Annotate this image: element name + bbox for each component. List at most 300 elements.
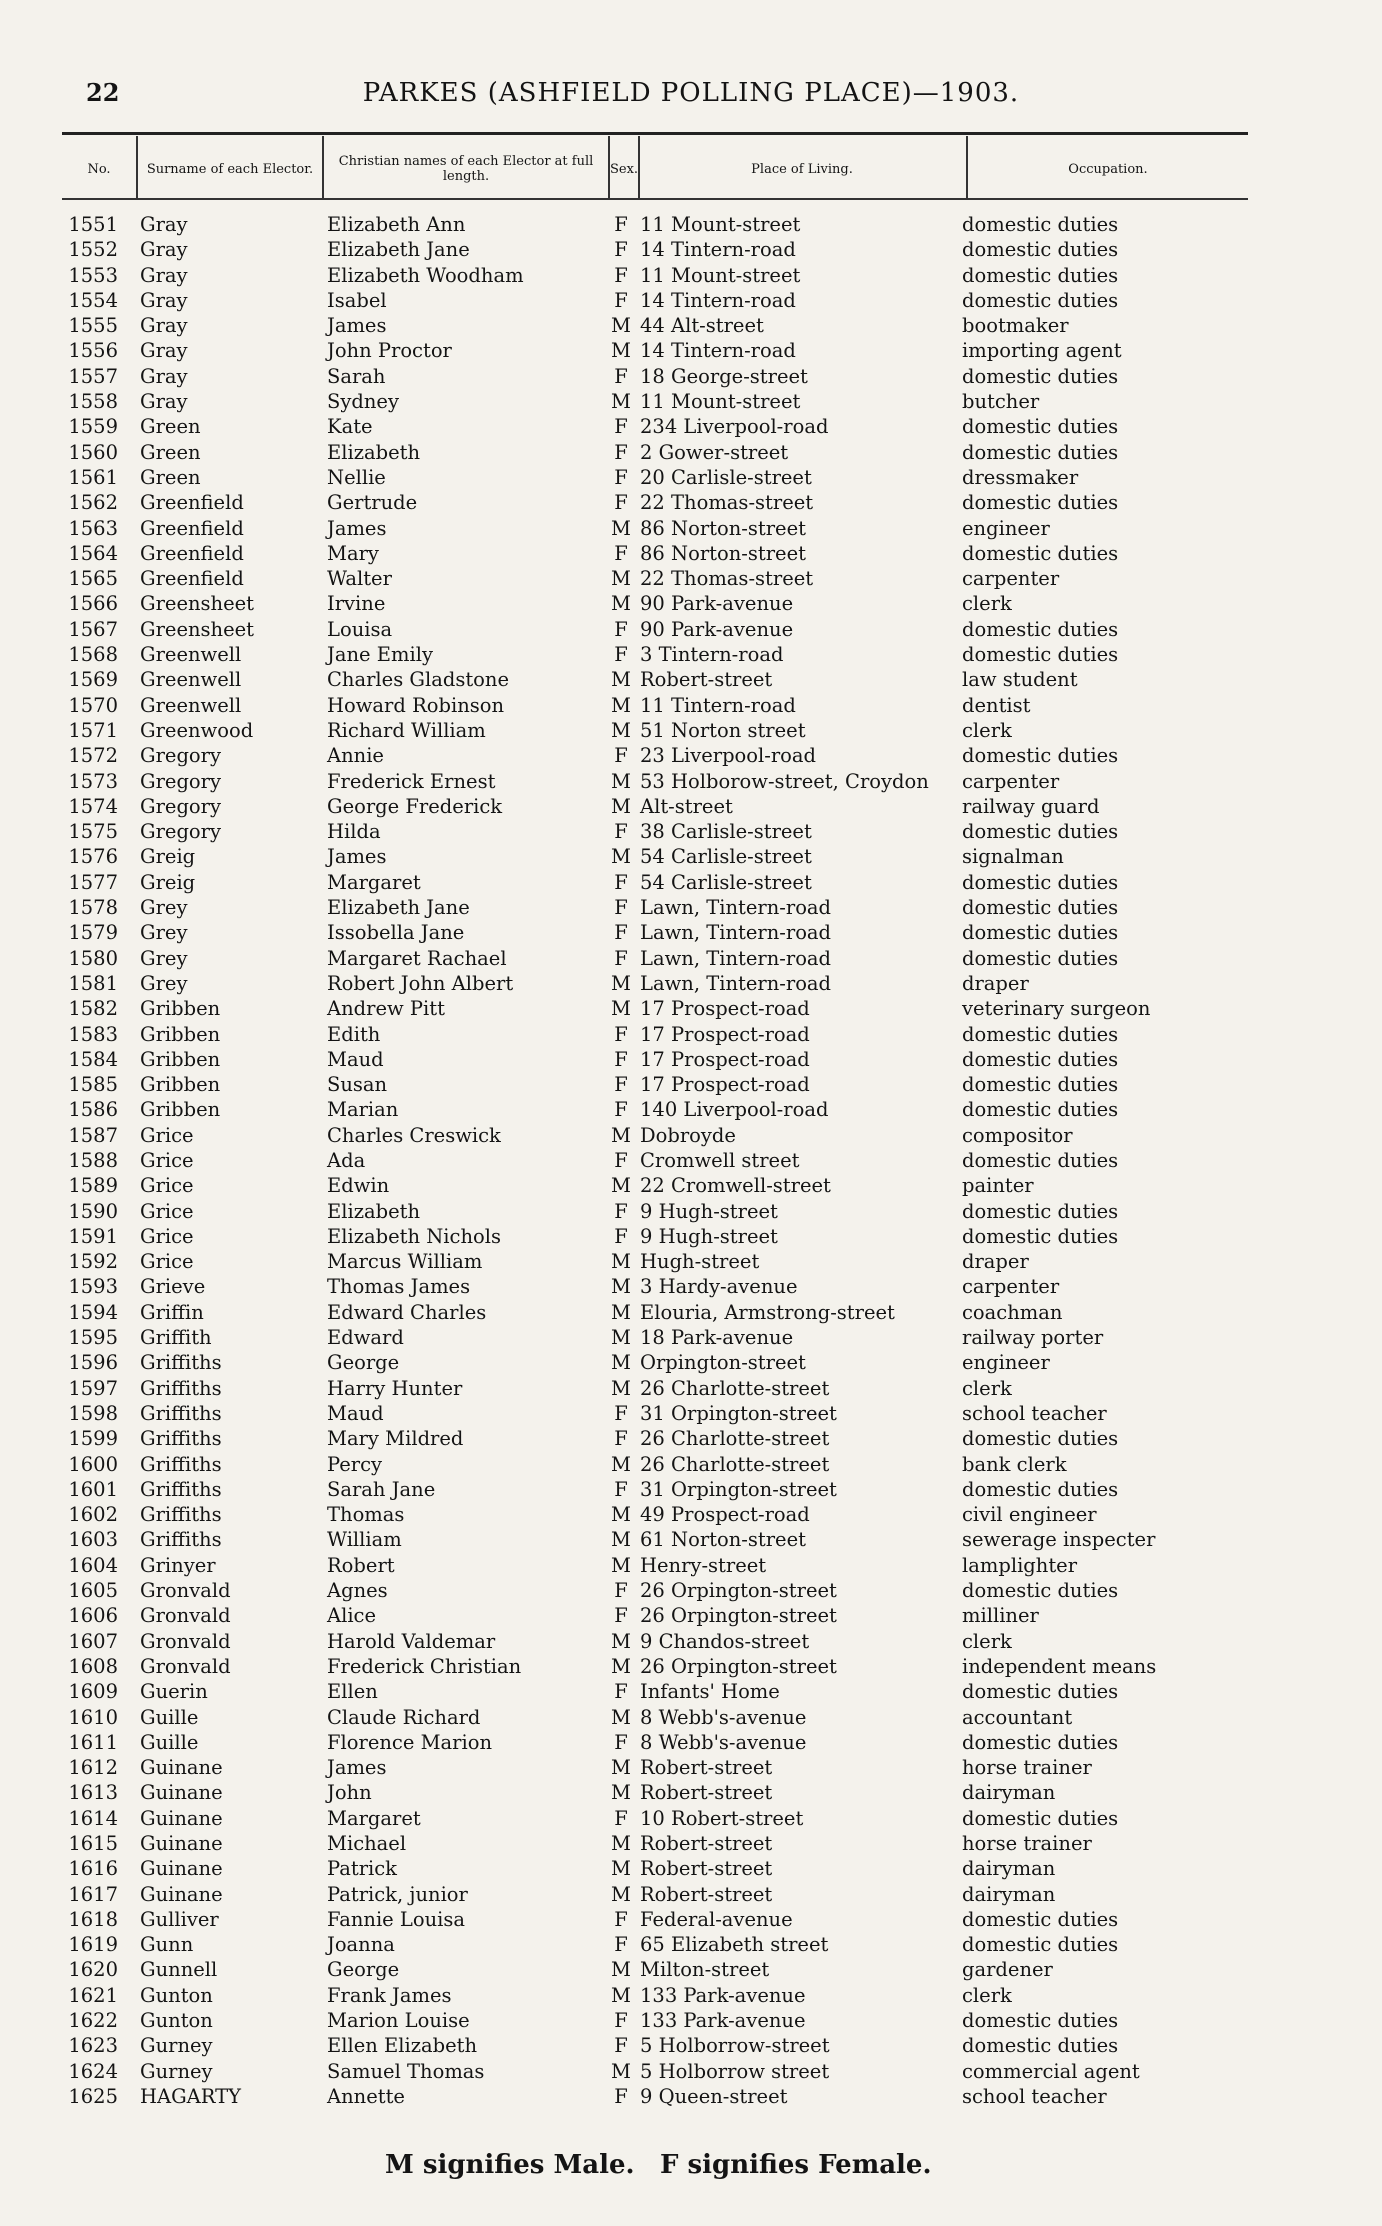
elector-christian-names: Thomas (327, 1503, 405, 1527)
elector-row (0, 591, 1382, 616)
elector-surname: Greenwell (140, 668, 242, 692)
elector-row (0, 1603, 1382, 1628)
elector-christian-names: Agnes (327, 1579, 388, 1603)
elector-sex: M (611, 794, 631, 818)
elector-sex: F (614, 263, 628, 287)
elector-surname: Gurney (140, 2059, 213, 2083)
elector-christian-names: Frederick Ernest (327, 769, 496, 793)
elector-place-of-living: 17 Prospect-road (640, 1073, 810, 1097)
elector-sex: F (614, 1047, 628, 1071)
elector-christian-names: Edward (327, 1326, 404, 1350)
elector-occupation: railway porter (962, 1326, 1104, 1350)
elector-row (0, 1806, 1382, 1831)
elector-row (0, 364, 1382, 389)
elector-number: 1556 (68, 339, 118, 363)
elector-number: 1587 (68, 1123, 118, 1147)
male-note: M signifies Male. (385, 2150, 635, 2180)
elector-surname: Gray (140, 213, 188, 236)
elector-row (0, 1199, 1382, 1224)
elector-surname: Griffiths (140, 1452, 222, 1476)
elector-number: 1593 (68, 1275, 118, 1299)
elector-number: 1613 (68, 1781, 118, 1805)
elector-christian-names: Elizabeth Ann (327, 213, 466, 236)
elector-surname: Greenfield (140, 541, 244, 565)
elector-place-of-living: 31 Orpington-street (640, 1401, 837, 1425)
top-rule (62, 132, 1248, 135)
elector-row (0, 870, 1382, 895)
elector-christian-names: Issobella Jane (327, 921, 465, 945)
elector-christian-names: Walter (327, 567, 392, 591)
elector-sex: F (614, 364, 628, 388)
elector-sex: M (611, 1832, 631, 1855)
elector-surname: Guinane (140, 1781, 223, 1805)
elector-occupation: dentist (962, 693, 1031, 717)
elector-occupation: domestic duties (962, 1427, 1119, 1451)
elector-place-of-living: Dobroyde (640, 1123, 736, 1147)
elector-occupation: painter (962, 1174, 1034, 1198)
elector-place-of-living: 133 Park-avenue (640, 1983, 806, 2007)
elector-christian-names: Harold Valdemar (327, 1629, 496, 1653)
elector-occupation: sewerage inspecter (962, 1528, 1156, 1552)
elector-occupation: civil engineer (962, 1503, 1097, 1527)
elector-christian-names: Sydney (327, 390, 399, 414)
elector-place-of-living: Milton-street (640, 1958, 770, 1982)
elector-sex: M (611, 1528, 631, 1552)
elector-surname: Gribben (140, 1073, 221, 1097)
elector-row (0, 2033, 1382, 2058)
page-header (0, 78, 1382, 118)
elector-occupation: coachman (962, 1300, 1063, 1324)
elector-place-of-living: 23 Liverpool-road (640, 744, 817, 768)
elector-number: 1595 (68, 1326, 118, 1350)
elector-number: 1589 (68, 1174, 118, 1198)
elector-number: 1610 (68, 1705, 118, 1729)
elector-place-of-living: 18 George-street (640, 364, 808, 388)
elector-number: 1605 (68, 1579, 118, 1603)
elector-christian-names: Edward Charles (327, 1300, 487, 1324)
elector-row (0, 819, 1382, 844)
elector-christian-names: Marcus William (327, 1250, 483, 1274)
elector-place-of-living: 17 Prospect-road (640, 997, 810, 1021)
elector-surname: Griffiths (140, 1376, 222, 1400)
elector-christian-names: Mary (327, 541, 379, 565)
elector-occupation: domestic duties (962, 263, 1119, 287)
elector-place-of-living: 49 Prospect-road (640, 1503, 810, 1527)
elector-place-of-living: 234 Liverpool-road (640, 415, 829, 439)
elector-sex: M (611, 971, 631, 995)
elector-christian-names: Alice (327, 1604, 377, 1628)
elector-row (0, 440, 1382, 465)
elector-sex: F (614, 1022, 628, 1046)
elector-row (0, 1022, 1382, 1047)
elector-sex: M (611, 1629, 631, 1653)
elector-occupation: domestic duties (962, 744, 1119, 768)
elector-sex: F (614, 744, 628, 768)
elector-row (0, 1679, 1382, 1704)
elector-christian-names: Ada (327, 1148, 366, 1172)
elector-place-of-living: 90 Park-avenue (640, 617, 794, 641)
elector-number: 1585 (68, 1073, 118, 1097)
elector-surname: Guille (140, 1705, 199, 1729)
elector-sex: F (614, 921, 628, 945)
elector-christian-names: Elizabeth (327, 1199, 421, 1223)
elector-sex: F (614, 288, 628, 312)
elector-row (0, 1705, 1382, 1730)
elector-surname: Grice (140, 1224, 194, 1248)
elector-surname: Green (140, 465, 201, 489)
elector-surname: Gulliver (140, 1907, 219, 1931)
elector-occupation: domestic duties (962, 1579, 1119, 1603)
elector-surname: Greenfield (140, 516, 244, 540)
elector-christian-names: Florence Marion (327, 1730, 493, 1754)
elector-place-of-living: 9 Hugh-street (640, 1224, 778, 1248)
elector-sex: F (614, 1680, 628, 1704)
elector-christian-names: Maud (327, 1401, 384, 1425)
elector-place-of-living: Robert-street (640, 668, 773, 692)
elector-number: 1624 (68, 2059, 118, 2083)
elector-surname: Gronvald (140, 1629, 231, 1653)
column-divider (966, 136, 968, 198)
elector-occupation: bootmaker (962, 314, 1069, 338)
elector-number: 1592 (68, 1250, 118, 1274)
elector-place-of-living: 65 Elizabeth street (640, 1933, 829, 1957)
elector-occupation: domestic duties (962, 2009, 1119, 2033)
elector-occupation: signalman (962, 845, 1064, 869)
elector-number: 1565 (68, 567, 118, 591)
elector-occupation: domestic duties (962, 1148, 1119, 1172)
elector-row (0, 1882, 1382, 1907)
elector-christian-names: Elizabeth Jane (327, 896, 470, 920)
elector-row (0, 1401, 1382, 1426)
elector-number: 1603 (68, 1528, 118, 1552)
elector-place-of-living: Robert-street (640, 1832, 773, 1855)
elector-christian-names: Frederick Christian (327, 1654, 522, 1678)
elector-number: 1563 (68, 516, 118, 540)
elector-number: 1606 (68, 1604, 118, 1628)
elector-sex: M (611, 567, 631, 591)
elector-surname: Gunton (140, 2009, 213, 2033)
elector-place-of-living: Orpington-street (640, 1351, 806, 1375)
elector-surname: Gribben (140, 1098, 221, 1122)
elector-occupation: domestic duties (962, 440, 1119, 464)
elector-christian-names: Margaret (327, 870, 421, 894)
elector-number: 1614 (68, 1806, 118, 1830)
elector-sex: M (611, 1123, 631, 1147)
elector-place-of-living: 9 Chandos-street (640, 1629, 810, 1653)
elector-place-of-living: Robert-street (640, 1882, 773, 1906)
elector-place-of-living: Lawn, Tintern-road (640, 896, 832, 920)
elector-row (0, 2084, 1382, 2109)
elector-place-of-living: 18 Park-avenue (640, 1326, 794, 1350)
elector-place-of-living: 11 Mount-street (640, 263, 801, 287)
elector-sex: F (614, 1401, 628, 1425)
elector-surname: Gribben (140, 1047, 221, 1071)
elector-place-of-living: 26 Orpington-street (640, 1654, 837, 1678)
elector-number: 1568 (68, 643, 118, 667)
elector-place-of-living: 22 Thomas-street (640, 491, 814, 515)
elector-row (0, 2008, 1382, 2033)
elector-row (0, 1629, 1382, 1654)
elector-sex: M (611, 1376, 631, 1400)
elector-number: 1581 (68, 971, 118, 995)
elector-place-of-living: 17 Prospect-road (640, 1047, 810, 1071)
elector-place-of-living: 5 Holborrow-street (640, 2034, 830, 2058)
column-header-christian-names: Christian names of each Elector at full length. (338, 154, 594, 184)
elector-place-of-living: 8 Webb's-avenue (640, 1705, 807, 1729)
column-divider (638, 136, 640, 198)
elector-place-of-living: 90 Park-avenue (640, 592, 794, 616)
elector-row (0, 1123, 1382, 1148)
elector-sex: F (614, 643, 628, 667)
elector-sex: M (611, 997, 631, 1021)
elector-sex: M (611, 390, 631, 414)
elector-row (0, 1274, 1382, 1299)
elector-occupation: gardener (962, 1958, 1053, 1982)
elector-occupation: domestic duties (962, 213, 1119, 236)
elector-number: 1608 (68, 1654, 118, 1678)
elector-place-of-living: 26 Charlotte-street (640, 1427, 830, 1451)
elector-christian-names: John Proctor (327, 339, 452, 363)
elector-sex: M (611, 339, 631, 363)
elector-surname: Gray (140, 314, 188, 338)
elector-place-of-living: 22 Cromwell-street (640, 1174, 831, 1198)
elector-christian-names: Elizabeth (327, 440, 421, 464)
elector-occupation: domestic duties (962, 415, 1119, 439)
elector-number: 1616 (68, 1857, 118, 1881)
elector-surname: Gray (140, 263, 188, 287)
elector-christian-names: Louisa (327, 617, 393, 641)
elector-surname: Guille (140, 1730, 199, 1754)
elector-sex: F (614, 1224, 628, 1248)
elector-occupation: butcher (962, 390, 1040, 414)
elector-number: 1623 (68, 2034, 118, 2058)
elector-sex: F (614, 213, 628, 236)
elector-number: 1567 (68, 617, 118, 641)
elector-occupation: carpenter (962, 567, 1060, 591)
column-divider (136, 136, 138, 198)
elector-surname: Green (140, 440, 201, 464)
elector-row (0, 667, 1382, 692)
elector-christian-names: Charles Creswick (327, 1123, 501, 1147)
elector-sex: M (611, 769, 631, 793)
elector-number: 1562 (68, 491, 118, 515)
elector-number: 1584 (68, 1047, 118, 1071)
elector-number: 1615 (68, 1832, 118, 1855)
elector-surname: Gregory (140, 820, 221, 844)
elector-sex: F (614, 1427, 628, 1451)
elector-row (0, 389, 1382, 414)
elector-christian-names: James (327, 314, 387, 338)
elector-surname: Gunton (140, 1983, 213, 2007)
elector-row (0, 920, 1382, 945)
elector-place-of-living: 20 Carlisle-street (640, 465, 812, 489)
elector-place-of-living: 11 Mount-street (640, 390, 801, 414)
elector-row (0, 794, 1382, 819)
elector-number: 1554 (68, 288, 118, 312)
elector-number: 1569 (68, 668, 118, 692)
elector-christian-names: Hilda (327, 820, 381, 844)
elector-number: 1597 (68, 1376, 118, 1400)
elector-christian-names: Elizabeth Nichols (327, 1224, 501, 1248)
elector-number: 1621 (68, 1983, 118, 2007)
elector-occupation: dairyman (962, 1857, 1056, 1881)
elector-number: 1573 (68, 769, 118, 793)
elector-number: 1575 (68, 820, 118, 844)
elector-sex: M (611, 2059, 631, 2083)
page-title: PARKES (ASHFIELD POLLING PLACE)—1903. (362, 78, 1020, 108)
elector-place-of-living: 133 Park-avenue (640, 2009, 806, 2033)
elector-place-of-living: 9 Hugh-street (640, 1199, 778, 1223)
elector-number: 1594 (68, 1300, 118, 1324)
elector-number: 1596 (68, 1351, 118, 1375)
elector-surname: Griffiths (140, 1528, 222, 1552)
elector-surname: Greig (140, 870, 196, 894)
elector-row (0, 617, 1382, 642)
elector-list (0, 212, 1382, 2109)
elector-occupation: domestic duties (962, 921, 1119, 945)
elector-number: 1580 (68, 946, 118, 970)
elector-christian-names: Gertrude (327, 491, 418, 515)
elector-row (0, 1907, 1382, 1932)
elector-sex: F (614, 870, 628, 894)
elector-place-of-living: 26 Orpington-street (640, 1579, 837, 1603)
elector-occupation: domestic duties (962, 1730, 1119, 1754)
elector-occupation: milliner (962, 1604, 1039, 1628)
column-header-sex: Sex. (609, 161, 639, 177)
elector-number: 1564 (68, 541, 118, 565)
elector-sex: F (614, 491, 628, 515)
elector-row (0, 1502, 1382, 1527)
elector-number: 1601 (68, 1477, 118, 1501)
elector-sex: M (611, 1503, 631, 1527)
elector-christian-names: James (327, 1756, 387, 1780)
elector-number: 1618 (68, 1907, 118, 1931)
elector-row (0, 237, 1382, 262)
elector-christian-names: Mary Mildred (327, 1427, 464, 1451)
elector-row (0, 1097, 1382, 1122)
elector-surname: Guinane (140, 1756, 223, 1780)
elector-occupation: clerk (962, 1983, 1012, 2007)
elector-occupation: independent means (962, 1654, 1157, 1678)
elector-occupation: domestic duties (962, 896, 1119, 920)
elector-occupation: domestic duties (962, 1047, 1119, 1071)
elector-row (0, 2059, 1382, 2084)
elector-sex: M (611, 1300, 631, 1324)
elector-occupation: law student (962, 668, 1078, 692)
elector-place-of-living: Henry-street (640, 1553, 767, 1577)
elector-number: 1551 (68, 213, 118, 236)
elector-row (0, 1831, 1382, 1856)
elector-sex: M (611, 668, 631, 692)
elector-surname: Griffiths (140, 1351, 222, 1375)
elector-number: 1579 (68, 921, 118, 945)
elector-surname: Griffiths (140, 1427, 222, 1451)
elector-row (0, 895, 1382, 920)
elector-surname: Greenwell (140, 693, 242, 717)
elector-occupation: domestic duties (962, 643, 1119, 667)
elector-occupation: domestic duties (962, 1224, 1119, 1248)
elector-sex: F (614, 1477, 628, 1501)
elector-occupation: domestic duties (962, 541, 1119, 565)
elector-surname: Gray (140, 238, 188, 262)
elector-row (0, 288, 1382, 313)
elector-occupation: domestic duties (962, 1022, 1119, 1046)
elector-number: 1574 (68, 794, 118, 818)
elector-surname: Griffin (140, 1300, 204, 1324)
elector-place-of-living: 53 Holborow-street, Croydon (640, 769, 929, 793)
elector-place-of-living: 140 Liverpool-road (640, 1098, 829, 1122)
elector-christian-names: Maud (327, 1047, 384, 1071)
elector-place-of-living: 17 Prospect-road (640, 1022, 810, 1046)
elector-number: 1598 (68, 1401, 118, 1425)
elector-number: 1578 (68, 896, 118, 920)
elector-sex: M (611, 1452, 631, 1476)
elector-place-of-living: 38 Carlisle-street (640, 820, 812, 844)
elector-occupation: domestic duties (962, 1806, 1119, 1830)
elector-place-of-living: 51 Norton street (640, 718, 806, 742)
elector-surname: Gray (140, 339, 188, 363)
elector-place-of-living: 3 Hardy-avenue (640, 1275, 798, 1299)
elector-surname: Gunnell (140, 1958, 218, 1982)
elector-place-of-living: 3 Tintern-road (640, 643, 784, 667)
elector-surname: Guerin (140, 1680, 208, 1704)
elector-christian-names: Jane Emily (327, 643, 433, 667)
elector-christian-names: Margaret (327, 1806, 421, 1830)
elector-number: 1611 (68, 1730, 118, 1754)
elector-occupation: domestic duties (962, 1933, 1119, 1957)
elector-sex: F (614, 1604, 628, 1628)
elector-surname: Greenwell (140, 643, 242, 667)
elector-place-of-living: 26 Charlotte-street (640, 1452, 830, 1476)
elector-christian-names: Marian (327, 1098, 399, 1122)
elector-christian-names: Robert John Albert (327, 971, 514, 995)
elector-place-of-living: 54 Carlisle-street (640, 845, 812, 869)
elector-place-of-living: 14 Tintern-road (640, 238, 796, 262)
elector-christian-names: Howard Robinson (327, 693, 505, 717)
elector-christian-names: Elizabeth Woodham (327, 263, 524, 287)
elector-place-of-living: Lawn, Tintern-road (640, 971, 832, 995)
elector-sex: M (611, 1958, 631, 1982)
elector-occupation: horse trainer (962, 1756, 1092, 1780)
elector-row (0, 541, 1382, 566)
elector-sex: F (614, 820, 628, 844)
elector-row (0, 1350, 1382, 1375)
elector-sex: F (614, 896, 628, 920)
elector-christian-names: Marion Louise (327, 2009, 470, 2033)
elector-surname: HAGARTY (140, 2084, 241, 2108)
elector-christian-names: Elizabeth Jane (327, 238, 470, 262)
elector-christian-names: Edith (327, 1022, 381, 1046)
page-number: 22 (86, 78, 120, 107)
elector-christian-names: George Frederick (327, 794, 503, 818)
elector-sex: M (611, 1756, 631, 1780)
elector-surname: Grey (140, 896, 188, 920)
elector-occupation: importing agent (962, 339, 1122, 363)
elector-occupation: engineer (962, 516, 1050, 540)
elector-row (0, 1578, 1382, 1603)
elector-occupation: commercial agent (962, 2059, 1140, 2083)
elector-surname: Grinyer (140, 1553, 216, 1577)
elector-surname: Grice (140, 1148, 194, 1172)
elector-row (0, 718, 1382, 743)
elector-christian-names: Isabel (327, 288, 387, 312)
elector-occupation: clerk (962, 1376, 1012, 1400)
elector-number: 1590 (68, 1199, 118, 1223)
elector-surname: Gray (140, 390, 188, 414)
elector-christian-names: George (327, 1958, 400, 1982)
elector-occupation: domestic duties (962, 238, 1119, 262)
column-header-no: No. (87, 161, 111, 177)
